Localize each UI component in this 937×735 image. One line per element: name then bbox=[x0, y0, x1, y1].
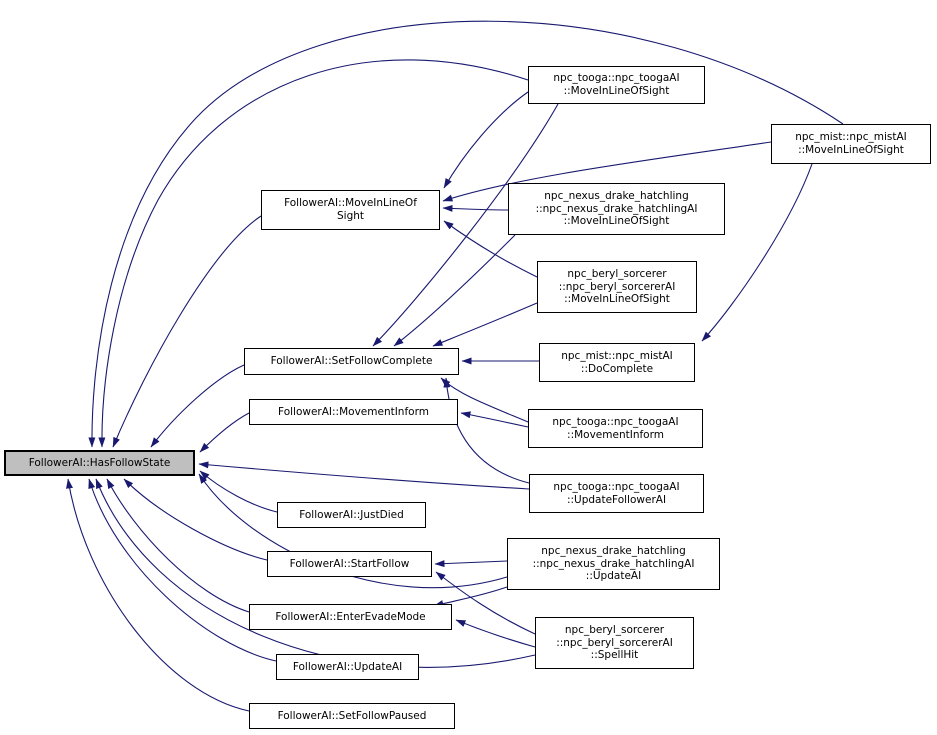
node-label-line: FollowerAI::SetFollowComplete bbox=[270, 355, 433, 368]
edge-tooga-moveinlineofsight-to-follower-moveinlineofsight bbox=[444, 92, 528, 188]
node-label-line: ::npc_beryl_sorcererAI bbox=[558, 280, 676, 293]
graph-node-beryl-spellhit[interactable] bbox=[535, 617, 694, 669]
edge-set-follow-paused-to-has-follow-state bbox=[68, 479, 249, 711]
edge-beryl-moveinlineofsight-to-set-follow-complete bbox=[433, 303, 537, 346]
node-label-line: FollowerAI::UpdateAI bbox=[292, 660, 403, 673]
graph-node-follower-moveinlineofsight[interactable] bbox=[261, 190, 440, 230]
edge-update-ai-to-has-follow-state bbox=[89, 479, 276, 661]
edge-set-follow-complete-to-has-follow-state bbox=[151, 365, 244, 447]
edge-beryl-spellhit-to-enter-evade-mode bbox=[456, 620, 535, 647]
graph-node-set-follow-complete[interactable] bbox=[244, 348, 459, 375]
graph-node-has-follow-state[interactable] bbox=[4, 450, 195, 476]
node-label-line: ::MoveInLineOfSight bbox=[563, 215, 670, 228]
graph-node-nexus-moveinlineofsight[interactable] bbox=[508, 183, 725, 235]
edge-tooga-updatefollowerai-to-has-follow-state bbox=[199, 464, 529, 489]
graph-node-update-ai[interactable] bbox=[276, 654, 419, 680]
node-label-line: ::MoveInLineOfSight bbox=[563, 85, 670, 97]
graph-node-tooga-moveinlineofsight[interactable] bbox=[528, 66, 705, 104]
node-label-line: npc_mist::npc_mistAI bbox=[795, 131, 907, 144]
edge-start-follow-to-has-follow-state bbox=[124, 479, 267, 560]
graph-node-tooga-updatefollowerai[interactable] bbox=[529, 474, 704, 513]
node-label-line: FollowerAI::MoveInLineOf bbox=[284, 197, 417, 210]
graph-node-set-follow-paused[interactable] bbox=[249, 703, 455, 729]
graph-node-mist-moveinlineofsight[interactable] bbox=[771, 124, 931, 164]
node-label-line: ::npc_nexus_drake_hatchlingAI bbox=[532, 557, 695, 570]
edge-tooga-updatefollowerai-to-set-follow-complete bbox=[446, 378, 529, 483]
edge-nexus-moveinlineofsight-to-follower-moveinlineofsight bbox=[443, 208, 508, 210]
graph-node-just-died[interactable] bbox=[277, 502, 426, 528]
node-label-line: npc_nexus_drake_hatchling bbox=[541, 545, 686, 558]
node-label-line: Sight bbox=[336, 210, 365, 222]
edge-tooga-moveinlineofsight-to-has-follow-state bbox=[102, 60, 528, 447]
node-label-line: ::MoveInLineOfSight bbox=[564, 293, 670, 306]
node-label-line: npc_beryl_sorcerer bbox=[564, 624, 665, 637]
graph-node-nexus-updateai[interactable] bbox=[507, 538, 720, 590]
node-label-line: npc_beryl_sorcerer bbox=[567, 268, 667, 281]
node-label-line: ::UpdateAI bbox=[585, 570, 642, 583]
graph-node-beryl-moveinlineofsight[interactable] bbox=[537, 261, 697, 313]
node-label-line: ::UpdateFollowerAI bbox=[566, 493, 667, 506]
node-label-line: ::SpellHit bbox=[590, 649, 639, 662]
graph-node-tooga-movementinform[interactable] bbox=[528, 409, 703, 448]
node-label-line: FollowerAI::MovementInform bbox=[278, 405, 429, 418]
node-label-line: ::DoComplete bbox=[580, 362, 654, 375]
graph-node-start-follow[interactable] bbox=[267, 551, 432, 577]
node-label-line: ::MoveInLineOfSight bbox=[798, 144, 904, 156]
node-label-line: npc_tooga::npc_toogaAI bbox=[553, 72, 680, 85]
edge-nexus-updateai-to-start-follow bbox=[435, 561, 507, 564]
edge-enter-evade-mode-to-has-follow-state bbox=[107, 479, 249, 612]
edge-movement-inform-to-has-follow-state bbox=[200, 413, 249, 452]
graph-node-mist-docomplete[interactable] bbox=[539, 343, 695, 382]
node-label-line: FollowerAI::HasFollowState bbox=[28, 456, 171, 469]
graph-node-enter-evade-mode[interactable] bbox=[249, 604, 452, 630]
node-label-line: FollowerAI::SetFollowPaused bbox=[277, 709, 427, 722]
node-label-line: npc_mist::npc_mistAI bbox=[561, 349, 673, 362]
node-label-line: FollowerAI::StartFollow bbox=[289, 557, 410, 570]
node-label-line: ::npc_nexus_drake_hatchlingAI bbox=[535, 202, 698, 215]
node-label-line: ::npc_beryl_sorcererAI bbox=[556, 636, 673, 649]
node-label-line: ::MovementInform bbox=[567, 428, 664, 441]
node-label-line: FollowerAI::JustDied bbox=[299, 508, 404, 521]
edge-tooga-movementinform-to-movement-inform bbox=[461, 413, 528, 427]
node-label-line: npc_tooga::npc_toogaAI bbox=[553, 480, 680, 493]
node-label-line: FollowerAI::EnterEvadeMode bbox=[275, 610, 426, 623]
node-label-line: npc_nexus_drake_hatchling bbox=[544, 190, 689, 203]
graph-node-movement-inform[interactable] bbox=[249, 399, 458, 425]
node-label-line: npc_tooga::npc_toogaAI bbox=[552, 415, 679, 428]
